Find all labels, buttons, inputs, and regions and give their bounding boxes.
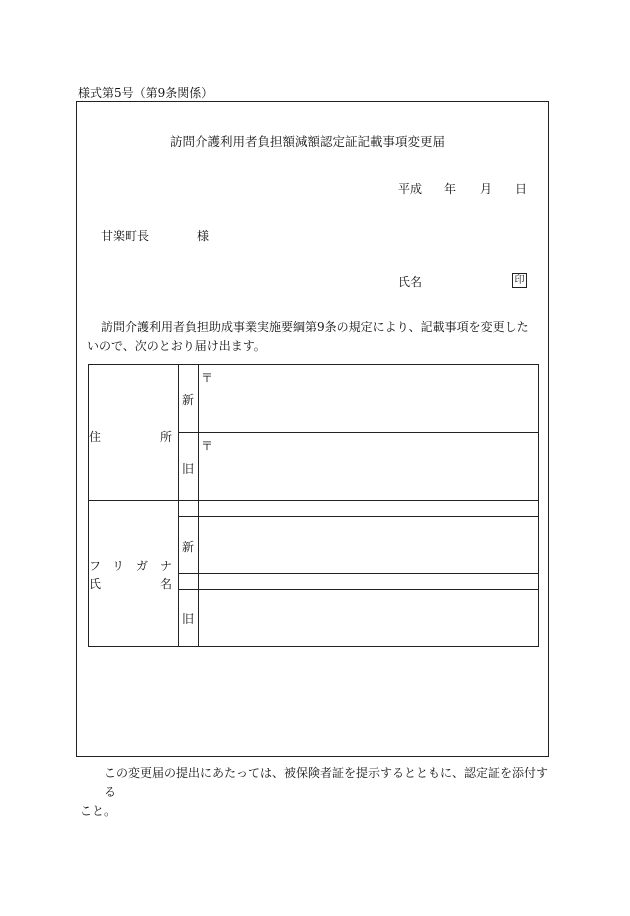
footer-note-line1: この変更届の提出にあたっては、被保険者証を提示するとともに、認定証を添付する: [104, 766, 549, 799]
name-old-field[interactable]: [199, 590, 538, 646]
table-rule: [538, 364, 539, 647]
furigana-char-4: ナ: [160, 559, 173, 573]
footer-note-line2: こと。: [80, 804, 117, 818]
address-label-right: 所: [160, 430, 173, 444]
name-new-label: 新: [182, 540, 195, 554]
applicant-name-label: 氏名: [398, 275, 423, 289]
date-year-suffix: 年: [444, 182, 457, 196]
address-new-postal-mark: 〒: [201, 371, 214, 385]
furigana-char-3: ガ: [136, 559, 149, 573]
date-era: 平成: [398, 182, 423, 196]
name-old-label: 旧: [182, 612, 195, 626]
name-label-right: 名: [160, 577, 173, 591]
table-rule: [178, 364, 179, 647]
table-rule: [88, 364, 539, 365]
furigana-char-1: フ: [89, 559, 102, 573]
address-new-label: 新: [182, 393, 195, 407]
address-label-left: 住: [89, 430, 102, 444]
body-text: 訪問介護利用者負担助成事業実施要綱第9条の規定により、記載事項を変更したいので、次のとおり届け出ます。: [87, 320, 529, 353]
footer-note: [80, 764, 554, 821]
furigana-char-2: リ: [112, 559, 125, 573]
address-old-field[interactable]: [199, 450, 538, 500]
address-old-label: 旧: [182, 462, 195, 476]
form-number: 様式第5号（第9条関係）: [78, 86, 214, 100]
addressee-name: 甘楽町長: [101, 229, 150, 243]
seal-mark: 印: [512, 273, 527, 288]
table-rule: [178, 646, 539, 647]
address-old-postal-mark: 〒: [201, 439, 214, 453]
date-month-suffix: 月: [480, 182, 493, 196]
name-new-furigana-field[interactable]: [199, 501, 538, 516]
name-new-field[interactable]: [199, 517, 538, 573]
addressee-honorific: 様: [197, 229, 210, 243]
address-new-field[interactable]: [199, 382, 538, 432]
date-day-suffix: 日: [515, 182, 528, 196]
name-old-furigana-field[interactable]: [199, 574, 538, 589]
form-title: 訪問介護利用者負担額減額認定証記載事項変更届: [170, 134, 446, 149]
table-rule: [178, 432, 539, 433]
name-label-left: 氏: [89, 577, 102, 591]
table-rule: [88, 364, 89, 647]
